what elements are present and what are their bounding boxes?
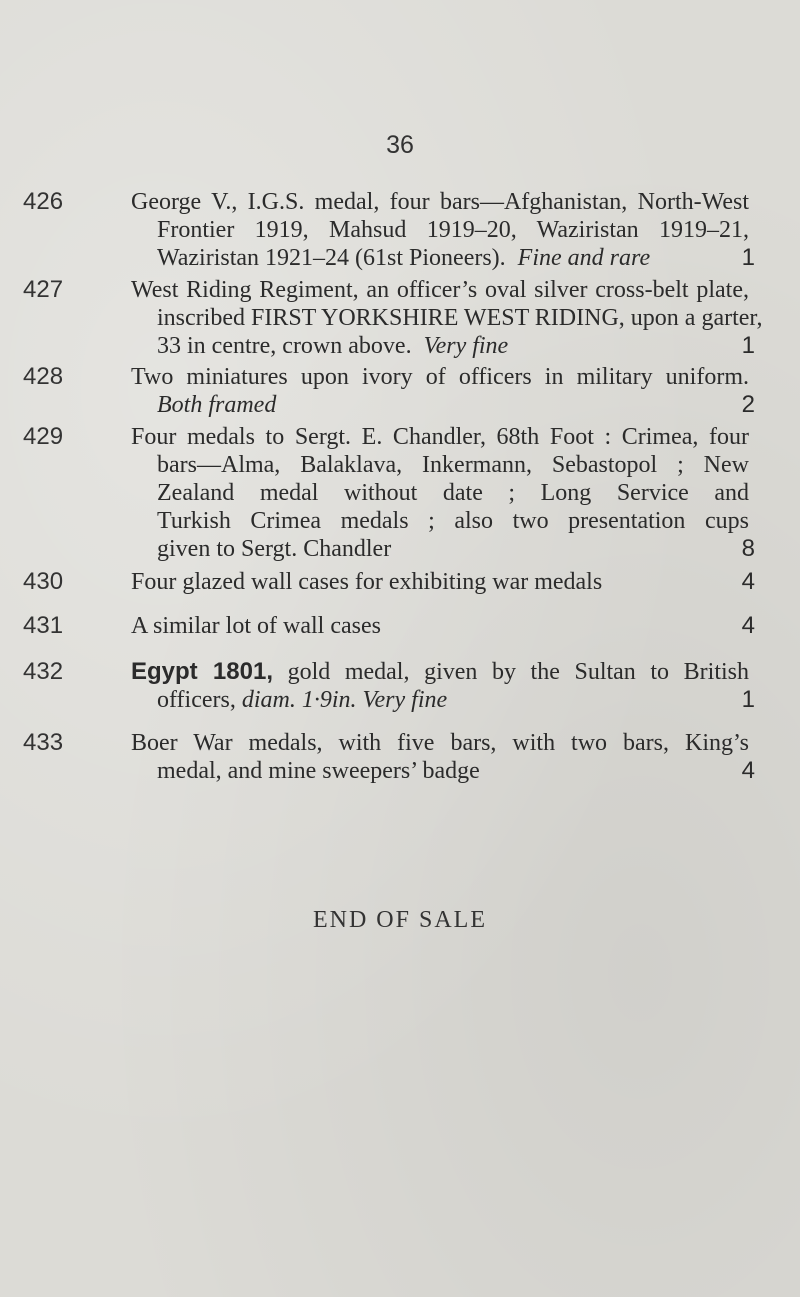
lot-line: Four glazed wall cases for exhibiting war medals	[131, 569, 603, 595]
lot-line: Waziristan 1921–24 (61st Pioneers).	[157, 245, 506, 271]
lot-description	[131, 188, 755, 272]
lot-quantity: 1	[741, 244, 755, 271]
lot-description	[131, 658, 755, 714]
lot-condition: diam. 1·9in. Very fine	[241, 687, 448, 713]
lot-line: Boer War medals, with five bars, with two bars, King’s	[131, 730, 749, 756]
lot-quantity: 4	[741, 757, 755, 784]
lot-number: 428	[23, 363, 64, 390]
lot-last-line	[131, 244, 755, 272]
lot-first-line	[131, 658, 749, 686]
lot-quantity: 1	[741, 332, 755, 359]
lot-line: Two miniatures upon ivory of officers in military uniform.	[131, 364, 749, 390]
lot-line: bars—Alma, Balaklava, Inkermann, Sebastopol ; New	[157, 452, 749, 478]
lot-quantity: 8	[741, 535, 755, 562]
lot-last-line	[131, 757, 755, 785]
lot-line: A similar lot of wall cases	[131, 613, 381, 639]
lot-number: 429	[23, 423, 64, 450]
lot-condition: Fine and rare	[517, 245, 651, 271]
lot-number: 426	[23, 188, 64, 215]
lot-last-line	[131, 568, 755, 596]
lot-last-line	[131, 391, 755, 419]
lot-line: gold medal, given by the Sultan to British	[287, 659, 749, 685]
lot-line: medal, and mine sweepers’ badge	[157, 758, 480, 784]
lot-description	[131, 363, 755, 419]
end-of-sale: END OF SALE	[312, 907, 487, 933]
lot-last-line	[131, 535, 755, 563]
lot-quantity: 4	[741, 568, 755, 595]
lot-quantity: 1	[741, 686, 755, 713]
lot-description	[131, 729, 755, 785]
lot-number: 432	[23, 658, 64, 685]
lot-number: 427	[23, 276, 64, 303]
lot-line: inscribed FIRST YORKSHIRE WEST RIDING, upon a garter,	[157, 305, 763, 331]
lot-line: given to Sergt. Chandler	[157, 536, 392, 562]
lot-last-line	[131, 332, 755, 360]
lot-condition: Very fine	[423, 333, 509, 359]
lot-line: Four medals to Sergt. E. Chandler, 68th Foot : Crimea, four	[131, 424, 749, 450]
lot-description	[131, 276, 763, 360]
lot-number: 430	[23, 568, 64, 595]
lot-heading: Egypt 1801,	[131, 658, 273, 685]
lot-line: West Riding Regiment, an officer’s oval silver cross-belt plate,	[131, 277, 749, 303]
lot-quantity: 4	[741, 612, 755, 639]
lot-last-line	[131, 612, 755, 640]
lot-last-line	[131, 686, 755, 714]
lot-quantity: 2	[741, 391, 755, 418]
lot-number: 433	[23, 729, 64, 756]
lot-condition: Both framed	[157, 392, 277, 418]
lot-description	[131, 423, 755, 563]
lot-description	[131, 612, 755, 640]
lot-number: 431	[23, 612, 64, 639]
lot-line: George V., I.G.S. medal, four bars—Afghanistan, North-West	[131, 189, 749, 215]
page-number: 36	[386, 131, 414, 159]
lot-line: officers,	[157, 687, 236, 713]
lot-line: Turkish Crimea medals ; also two presentation cups	[157, 508, 749, 534]
lot-line: Zealand medal without date ; Long Service and	[157, 480, 749, 506]
lot-description	[131, 568, 755, 596]
lot-line: Frontier 1919, Mahsud 1919–20, Waziristan 1919–21,	[157, 217, 749, 243]
lot-line: 33 in centre, crown above.	[157, 333, 412, 359]
